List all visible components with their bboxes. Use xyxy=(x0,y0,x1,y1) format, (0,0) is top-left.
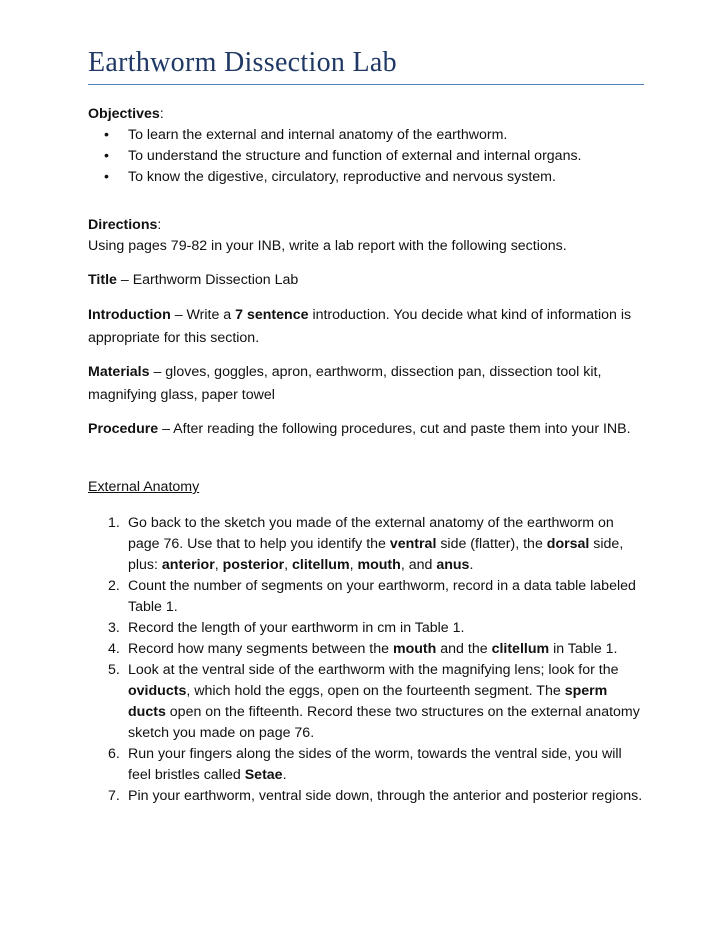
directions-colon: : xyxy=(157,217,162,233)
materials-section xyxy=(88,361,644,407)
title-text: – Earthworm Dissection Lab xyxy=(116,272,299,288)
introduction-section xyxy=(88,304,644,350)
step-term: posterior xyxy=(222,557,285,573)
step-number: 4. xyxy=(108,641,120,657)
procedure-label: Procedure xyxy=(88,421,159,437)
step-text: . xyxy=(469,557,474,573)
step-number: 6. xyxy=(108,746,120,762)
page-title: Earthworm Dissection Lab xyxy=(88,47,397,78)
step-number: 1. xyxy=(108,515,120,531)
step-text: , xyxy=(284,557,293,573)
step-number: 5. xyxy=(108,662,120,678)
step-term: Setae xyxy=(244,767,283,783)
introduction-emphasis: 7 sentence xyxy=(235,307,309,323)
objectives-section xyxy=(88,104,644,188)
list-item xyxy=(88,513,644,576)
step-text: and the xyxy=(436,641,492,657)
step-text: , xyxy=(214,557,223,573)
steps-list xyxy=(88,513,644,807)
step-term: sperm ducts xyxy=(128,683,608,720)
objective-text: To know the digestive, circulatory, reproductive and nervous system. xyxy=(128,169,556,185)
step-number: 3. xyxy=(108,620,120,636)
step-text: Pin your earthworm, ventral side down, through the anterior and posterior regions. xyxy=(128,788,643,804)
step-term: mouth xyxy=(357,557,401,573)
objective-text: To learn the external and internal anatomy of the earthworm. xyxy=(128,127,508,143)
bullet-icon: • xyxy=(104,148,109,164)
external-anatomy-heading: External Anatomy xyxy=(88,479,200,495)
list-item xyxy=(88,576,644,618)
list-item xyxy=(88,618,644,639)
step-text: Count the number of segments on your earthworm, record in a data table labeled Table 1. xyxy=(128,578,636,615)
step-text: , xyxy=(349,557,358,573)
step-text: Record the length of your earthworm in cm in Table 1. xyxy=(128,620,465,636)
list-item xyxy=(88,786,644,807)
step-text: . xyxy=(282,767,287,783)
step-text: Record how many segments between the xyxy=(128,641,393,657)
step-term: mouth xyxy=(392,641,437,657)
bullet-icon: • xyxy=(104,127,109,143)
objectives-colon: : xyxy=(159,106,164,122)
step-term: anterior xyxy=(161,557,215,573)
list-item xyxy=(88,167,644,188)
materials-label: Materials xyxy=(88,364,150,380)
step-text: side (flatter), the xyxy=(436,536,547,552)
step-text: side, plus: xyxy=(128,536,624,573)
step-term: clitellum xyxy=(292,557,350,573)
step-text: Run your fingers along the sides of the worm, towards the ventral side, you will feel bristles called xyxy=(128,746,622,783)
list-item xyxy=(88,639,644,660)
objectives-label: Objectives xyxy=(88,106,160,122)
objectives-heading xyxy=(88,104,644,125)
directions-section xyxy=(88,215,644,257)
step-number: 7. xyxy=(108,788,120,804)
introduction-text: introduction. You decide what kind of information is appropriate for this section. xyxy=(88,307,632,346)
step-term: anus xyxy=(436,557,470,573)
step-term: dorsal xyxy=(546,536,590,552)
bullet-icon: • xyxy=(104,169,109,185)
introduction-label: Introduction xyxy=(88,307,171,323)
objective-text: To understand the structure and function of external and internal organs. xyxy=(128,148,582,164)
materials-text: – gloves, goggles, apron, earthworm, dissection pan, dissection tool kit, magnifying glass, paper towel xyxy=(88,364,602,403)
title-label: Title xyxy=(88,272,117,288)
list-item xyxy=(88,125,644,146)
list-item xyxy=(88,660,644,744)
step-term: clitellum xyxy=(491,641,550,657)
directions-text: Using pages 79-82 in your INB, write a lab report with the following sections. xyxy=(88,238,567,254)
step-text: , and xyxy=(400,557,437,573)
external-anatomy-section xyxy=(88,477,644,498)
step-text: , which hold the eggs, open on the fourteenth segment. The xyxy=(186,683,565,699)
procedure-section xyxy=(88,418,644,441)
list-item xyxy=(88,744,644,786)
step-term: oviducts xyxy=(128,683,187,699)
objectives-list xyxy=(88,125,644,188)
title-underline xyxy=(88,84,644,85)
list-item xyxy=(88,146,644,167)
introduction-text: – Write a xyxy=(170,307,236,323)
step-term: ventral xyxy=(389,536,437,552)
directions-heading xyxy=(88,215,644,236)
step-text: Go back to the sketch you made of the external anatomy of the earthworm on page 76. Use that to help you identify the xyxy=(128,515,614,552)
directions-label: Directions xyxy=(88,217,158,233)
procedure-text: – After reading the following procedures, cut and paste them into your INB. xyxy=(158,421,631,437)
step-number: 2. xyxy=(108,578,120,594)
title-section xyxy=(88,270,644,291)
step-text: Look at the ventral side of the earthworm with the magnifying lens; look for the xyxy=(128,662,619,678)
step-text: open on the fifteenth. Record these two structures on the external anatomy sketch you made on page 76. xyxy=(128,704,640,741)
step-text: in Table 1. xyxy=(549,641,618,657)
procedure-steps xyxy=(88,513,644,807)
